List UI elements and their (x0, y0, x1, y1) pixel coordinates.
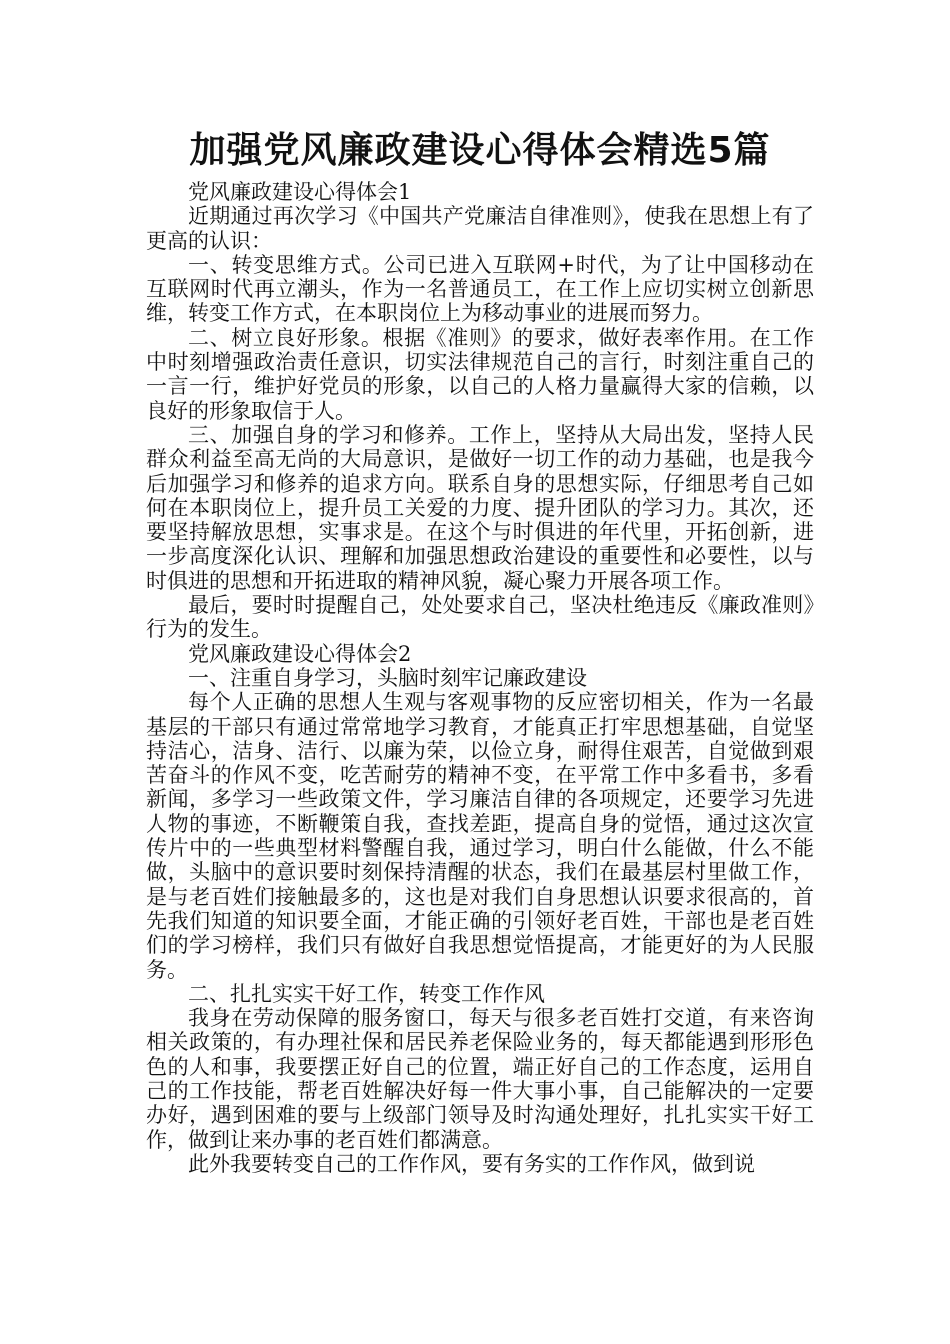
paragraph: 一、转变思维方式。公司已进入互联网+时代，为了让中国移动在互联网时代再立潮头，作为一名普通员工，在工作上应切实树立创新思维，转变工作方式，在本职岗位上为移动事业的进展而努力。 (146, 252, 814, 326)
section-heading-2: 党风廉政建设心得体会2 (188, 641, 412, 666)
paragraph: 近期通过再次学习《中国共产党廉洁自律准则》，使我在思想上有了更高的认识： (146, 204, 814, 253)
paragraph: 三、加强自身的学习和修养。工作上，坚持从大局出发，坚持人民群众利益至高无尚的大局意识，是做好一切工作的动力基础，也是我今后加强学习和修养的追求方向。联系自身的思想实际，仔细思考自己如何在本职岗位上，提升员工关爱的力度、提升团队的学习力。其次，还要坚持解放思想，实事求是。在这个与时俱进的年代里，开拓创新，进一步高度深化认识、理解和加强思想政治建设的重要性和必要性，以与时俱进的思想和开拓进取的精神风貌，凝心聚力开展各项工作。 (146, 422, 814, 593)
section-heading-1: 党风廉政建设心得体会1 (188, 180, 412, 204)
subheading: 二、扎扎实实干好工作，转变工作作风 (188, 981, 545, 1006)
subheading: 一、注重自身学习，头脑时刻牢记廉政建设 (188, 665, 587, 690)
paragraph: 最后，要时时提醒自己，处处要求自己，坚决杜绝违反《廉政准则》行为的发生。 (146, 593, 814, 642)
paragraph: 每个人正确的思想人生观与客观事物的反应密切相关，作为一名最基层的干部只有通过常常地学习教育，才能真正打牢思想基础，自觉坚持洁心，洁身、洁行、以廉为荣，以俭立身，耐得住艰苦，自觉做到艰苦奋斗的作风不变，吃苦耐劳的精神不变，在平常工作中多看书，多看新闻，多学习一些政策文件，学习廉洁自律的各项规定，还要学习先进人物的事迹，不断鞭策自我，查找差距，提高自身的觉悟，通过这次宣传片中的一些典型材料警醒自我，通过学习，明白什么能做，什么不能做，头脑中的意识要时刻保持清醒的状态，我们在最基层村里做工作，是与老百姓们接触最多的，这也是对我们自身思想认识要求很高的，首先我们知道的知识要全面，才能正确的引领好老百姓，干部也是老百姓们的学习榜样，我们只有做好自我思想觉悟提高，才能更好的为人民服务。 (146, 690, 814, 982)
paragraph: 二、树立良好形象。根据《准则》的要求，做好表率作用。在工作中时刻增强政治责任意识，切实法律规范自己的言行，时刻注重自己的一言一行，维护好党员的形象，以自己的人格力量赢得大家的信赖，以良好的形象取信于人。 (146, 325, 814, 423)
paragraph: 此外我要转变自己的工作作风，要有务实的工作作风，做到说 (188, 1151, 755, 1176)
paragraph: 我身在劳动保障的服务窗口，每天与很多老百姓打交道，有来咨询相关政策的，有办理社保和居民养老保险业务的，每天都能遇到形形色色的人和事，我要摆正好自己的位置，端正好自己的工作态度，运用自己的工作技能，帮老百姓解决好每一件大事小事，自己能解决的一定要办好，遇到困难的要与上级部门领导及时沟通处理好，扎扎实实干好工作，做到让来办事的老百姓们都满意。 (146, 1006, 814, 1152)
document-page (146, 126, 814, 1176)
document-title: 加强党风廉政建设心得体会精选5篇 (189, 130, 771, 171)
